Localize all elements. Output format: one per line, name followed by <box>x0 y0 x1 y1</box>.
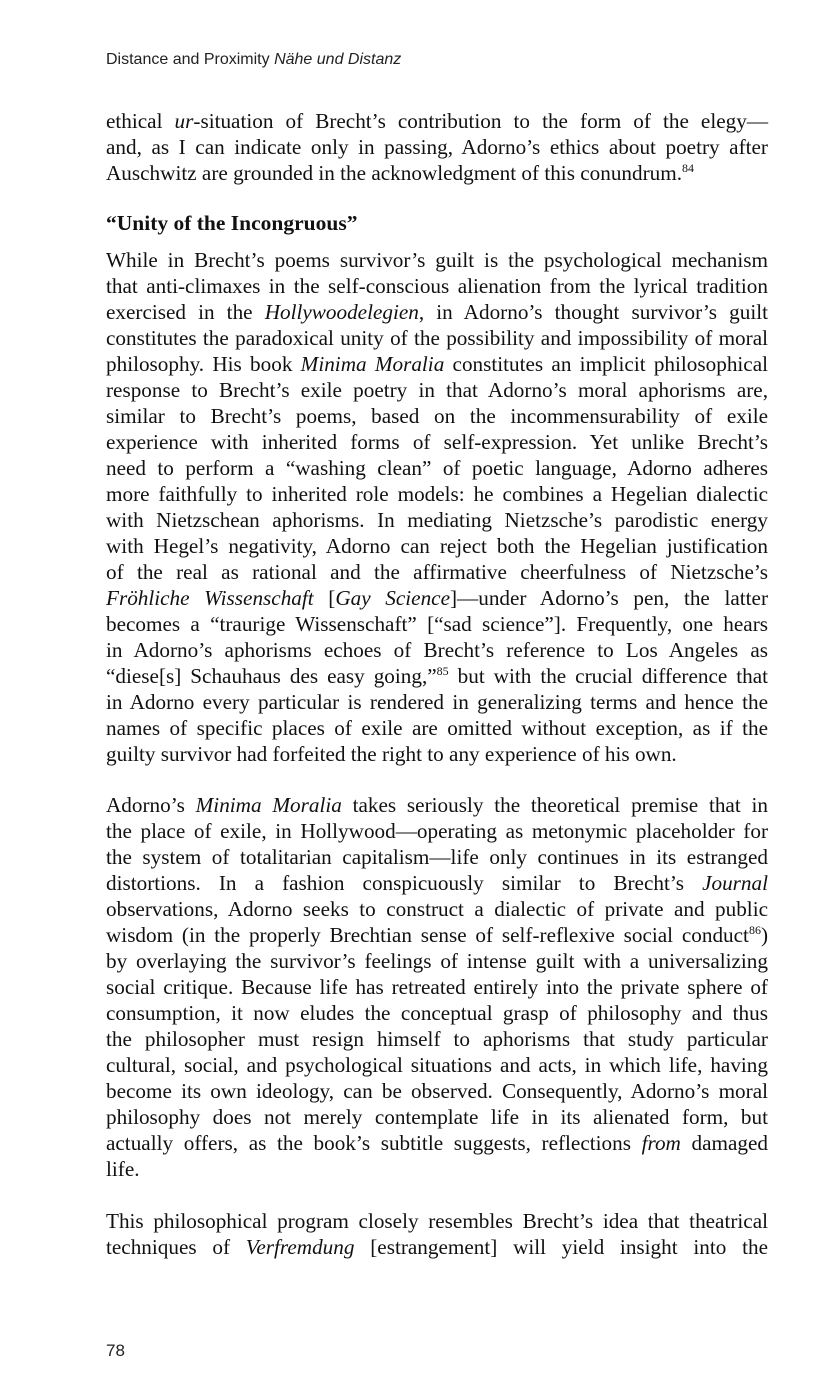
text-run: with Hegel’s negativity, Adorno can reject both the Hegelian justification <box>106 534 768 558</box>
italic-run: Minima Moralia <box>195 793 342 817</box>
text-run: takes seriously the theoretical premise that in <box>341 793 768 817</box>
text-run: -situation of Brecht’s contribution to the form of the elegy— <box>193 109 769 133</box>
text-line <box>106 1078 768 1104</box>
text-line <box>106 299 768 325</box>
italic-run: Gay Science <box>335 586 450 610</box>
text-line <box>106 922 768 948</box>
text-run: “diese[s] Schauhaus des easy going,” <box>106 664 437 688</box>
text-run: philosophy does not merely contemplate life in its alienated form, but <box>106 1105 768 1129</box>
text-line <box>106 325 768 351</box>
text-line <box>106 429 768 455</box>
text-line <box>106 896 768 922</box>
paragraph-3 <box>106 792 768 1182</box>
text-run: [estrangement] will yield insight into the <box>354 1235 768 1259</box>
text-line <box>106 715 768 741</box>
text-line <box>106 637 768 663</box>
text-run: observations, Adorno seeks to construct a dialectic of private and public <box>106 897 768 921</box>
section-heading: “Unity of the Incongruous” <box>106 211 358 235</box>
text-run: life. <box>106 1157 140 1181</box>
italic-run: Minima Moralia <box>300 352 445 376</box>
text-run: Adorno’s <box>106 793 196 817</box>
text-run: , in Adorno’s thought survivor’s guilt <box>418 300 768 324</box>
text-line <box>106 948 768 974</box>
paragraph-2 <box>106 247 768 767</box>
text-run: This philosophical program closely resembles Brecht’s idea that theatrical <box>106 1209 768 1233</box>
text-run: more faithfully to inherited role models: he combines a Hegelian dialectic <box>106 482 768 506</box>
text-run: constitutes an implicit philosophical <box>444 352 769 376</box>
text-run: actually offers, as the book’s subtitle suggests, reflections <box>106 1131 642 1155</box>
text-line <box>106 792 768 818</box>
text-run: ]—under Adorno’s pen, the latter <box>449 586 768 610</box>
italic-run: Hollywoodelegien <box>264 300 419 324</box>
text-line <box>106 533 768 559</box>
text-line <box>106 273 768 299</box>
text-line <box>106 1130 768 1156</box>
text-run: While in Brecht’s poems survivor’s guilt is the psychological mechanism <box>106 248 768 272</box>
text-line <box>106 108 768 134</box>
text-line <box>106 741 768 767</box>
text-run: the system of totalitarian capitalism—life only continues in its estranged <box>106 845 768 869</box>
text-run: the place of exile, in Hollywood—operating as metonymic placeholder for <box>106 819 768 843</box>
text-line <box>106 1000 768 1026</box>
text-line <box>106 1234 768 1260</box>
text-run: social critique. Because life has retreated entirely into the private sphere of <box>106 975 768 999</box>
page-number: 78 <box>106 1341 125 1360</box>
text-run: experience with inherited forms of self-expression. Yet unlike Brecht’s <box>106 430 768 454</box>
text-line <box>106 455 768 481</box>
text-line <box>106 1156 768 1182</box>
text-line <box>106 663 768 689</box>
text-run: but with the crucial difference that <box>448 664 768 688</box>
italic-run: from <box>641 1131 681 1155</box>
paragraph-4 <box>106 1208 768 1260</box>
text-line <box>106 611 768 637</box>
text-run: exercised in the <box>106 300 265 324</box>
text-run: with Nietzschean aphorisms. In mediating Nietzsche’s parodistic energy <box>106 508 768 532</box>
text-line <box>106 844 768 870</box>
text-run: response to Brecht’s exile poetry in that Adorno’s moral aphorisms are, <box>106 378 768 402</box>
text-line <box>106 481 768 507</box>
italic-run: Verfremdung <box>245 1235 355 1259</box>
text-run: similar to Brecht’s poems, based on the incommensurability of exile <box>106 404 768 428</box>
italic-run: Journal <box>702 871 768 895</box>
text-run: constitutes the paradoxical unity of the possibility and impossibility of moral <box>106 326 768 350</box>
text-line <box>106 377 768 403</box>
text-run: ethical <box>106 109 175 133</box>
text-run: Auschwitz are grounded in the acknowledgment of this conundrum. <box>106 161 683 185</box>
text-run: becomes a “traurige Wissenschaft” [“sad science”]. Frequently, one hears <box>106 612 768 636</box>
text-run: and, as I can indicate only in passing, Adorno’s ethics about poetry after <box>106 135 768 159</box>
text-run: ) <box>760 923 768 947</box>
text-line <box>106 559 768 585</box>
text-line <box>106 974 768 1000</box>
paragraph-1 <box>106 108 768 186</box>
text-run: damaged <box>680 1131 768 1155</box>
text-line <box>106 1026 768 1052</box>
text-run: guilty survivor had forfeited the right to any experience of his own. <box>106 742 677 766</box>
text-run: the philosopher must resign himself to aphorisms that study particular <box>106 1027 768 1051</box>
text-line <box>106 134 768 160</box>
text-line <box>106 403 768 429</box>
footnote-ref: 84 <box>682 161 695 175</box>
text-run: in Adorno every particular is rendered in generalizing terms and hence the <box>106 690 768 714</box>
text-run: in Adorno’s aphorisms echoes of Brecht’s reference to Los Angeles as <box>106 638 768 662</box>
text-run: consumption, it now eludes the conceptual grasp of philosophy and thus <box>106 1001 768 1025</box>
text-line <box>106 160 768 186</box>
running-head <box>106 51 401 69</box>
text-line <box>106 1052 768 1078</box>
text-run: cultural, social, and psychological situations and acts, in which life, having <box>106 1053 768 1077</box>
text-run: distortions. In a fashion conspicuously similar to Brecht’s <box>106 871 703 895</box>
text-run: [ <box>313 586 336 610</box>
text-line <box>106 507 768 533</box>
footnote-ref: 86 <box>748 923 761 937</box>
text-run: by overlaying the survivor’s feelings of intense guilt with a universalizing <box>106 949 768 973</box>
footnote-ref: 85 <box>436 664 449 678</box>
text-run: need to perform a “washing clean” of poetic language, Adorno adheres <box>106 456 768 480</box>
text-line <box>106 585 768 611</box>
text-line <box>106 1104 768 1130</box>
text-line <box>106 689 768 715</box>
text-run: wisdom (in the properly Brechtian sense of self-reflexive social conduct <box>106 923 749 947</box>
text-run: philosophy. His book <box>106 352 301 376</box>
text-run: names of specific places of exile are omitted without exception, as if the <box>106 716 768 740</box>
text-run: that anti-climaxes in the self-conscious alienation from the lyrical tradition <box>106 274 768 298</box>
italic-run: Fröhliche Wissenschaft <box>106 586 314 610</box>
text-run: become its own ideology, can be observed. Consequently, Adorno’s moral <box>106 1079 768 1103</box>
text-line <box>106 1208 768 1234</box>
text-line <box>106 351 768 377</box>
italic-run: ur <box>174 109 194 133</box>
running-head-german: Nähe und Distanz <box>274 51 402 68</box>
text-line <box>106 818 768 844</box>
running-head-english: Distance and Proximity <box>106 51 270 68</box>
text-run: techniques of <box>106 1235 246 1259</box>
text-line <box>106 247 768 273</box>
text-line <box>106 870 768 896</box>
text-run: of the real as rational and the affirmative cheerfulness of Nietzsche’s <box>106 560 768 584</box>
